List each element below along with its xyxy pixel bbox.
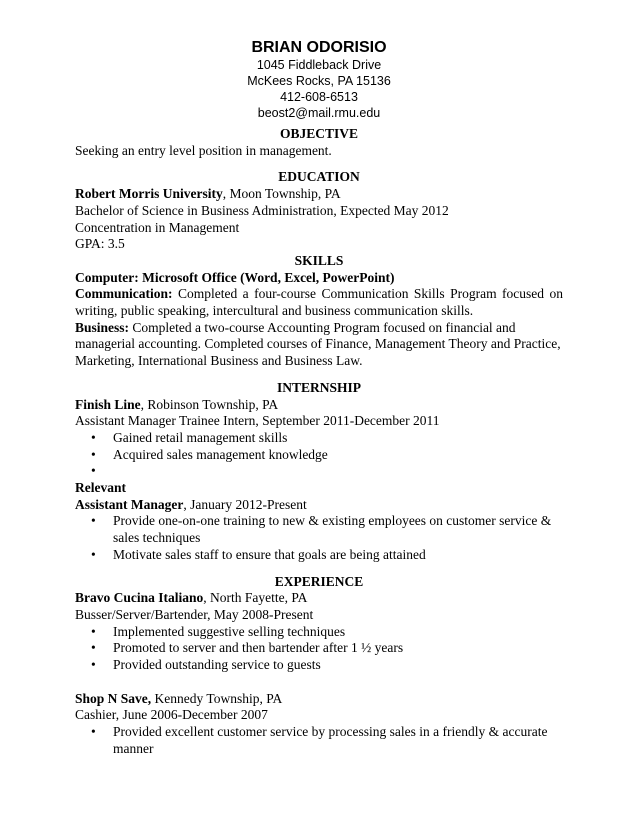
list-item: • Provided outstanding service to guests <box>75 657 563 674</box>
degree-line: Bachelor of Science in Business Administration, Expected May 2012 <box>75 202 449 218</box>
experience-heading: EXPERIENCE <box>274 573 364 589</box>
internship-heading: INTERNSHIP <box>276 379 362 395</box>
communication-label: Communication: <box>75 286 173 302</box>
concentration-line: Concentration in Management <box>75 219 240 235</box>
list-item: • Motivate sales staff to ensure that goals are being attained <box>75 547 563 564</box>
job1-location: , North Fayette, PA <box>203 590 308 606</box>
job1-company: Bravo Cucina Italiano <box>75 590 204 606</box>
list-item: • Provided excellent customer service by processing sales in a friendly & accurate manner <box>75 724 563 757</box>
email-address: beost2@mail.rmu.edu <box>257 106 381 120</box>
relevant-role-dates: , January 2012-Present <box>183 496 307 512</box>
phone-number: 412-608-6513 <box>280 90 358 104</box>
list-item: • Promoted to server and then bartender after 1 ½ years <box>75 640 563 657</box>
business-text: Completed a two-course Accounting Program focused on financial and managerial accounting. Completed courses of Finance, Management Theory and Practice, Marketing, International Business and Business Law. <box>75 319 561 369</box>
internship-company-line <box>75 397 563 414</box>
school-location: , Moon Township, PA <box>222 186 341 202</box>
address-line-2: McKees Rocks, PA 15136 <box>247 74 391 88</box>
education-heading: EDUCATION <box>278 169 360 185</box>
school-name: Robert Morris University <box>75 186 223 202</box>
relevant-bullet-list <box>75 513 563 563</box>
list-item <box>75 463 563 480</box>
list-item: • Gained retail management skills <box>75 430 563 447</box>
list-item: • Acquired sales management knowledge <box>75 447 563 464</box>
candidate-name: BRIAN ODORISIO <box>251 39 387 56</box>
skills-heading: SKILLS <box>294 252 344 268</box>
business-skills <box>75 320 563 370</box>
job1-title: Busser/Server/Bartender, May 2008-Present <box>75 606 314 622</box>
job2-title: Cashier, June 2006-December 2007 <box>75 707 268 723</box>
education-school-line <box>75 186 563 203</box>
internship-title: Assistant Manager Trainee Intern, September 2011-December 2011 <box>75 413 440 429</box>
job1-company-line <box>75 590 563 607</box>
objective-text: Seeking an entry level position in management. <box>75 142 332 158</box>
job2-bullet-list <box>75 724 563 757</box>
job2-company-line <box>75 691 563 708</box>
job1-bullet-list <box>75 624 563 674</box>
job2-company: Shop N Save, <box>75 690 152 706</box>
communication-text: Completed a four-course Communication Skills Program focused on writing, public speaking, intercultural and business communication skills. <box>75 286 563 319</box>
objective-heading: OBJECTIVE <box>279 126 359 141</box>
list-item: • Implemented suggestive selling techniques <box>75 624 563 641</box>
internship-company: Finish Line <box>75 396 141 412</box>
communication-skills <box>75 286 563 319</box>
relevant-role-line <box>75 497 563 514</box>
address-line-1: 1045 Fiddleback Drive <box>256 58 382 72</box>
relevant-label: Relevant <box>75 480 126 496</box>
list-item: • Provide one-on-one training to new & existing employees on customer service & sales techniques <box>75 513 563 546</box>
internship-bullet-list <box>75 430 563 480</box>
gpa-line: GPA: 3.5 <box>75 236 125 252</box>
business-label: Business: <box>75 319 130 335</box>
resume-body <box>75 126 563 758</box>
relevant-role: Assistant Manager <box>75 496 184 512</box>
job2-location: Kennedy Township, PA <box>151 690 283 706</box>
computer-skills: Computer: Microsoft Office (Word, Excel, PowerPoint) <box>75 269 395 285</box>
internship-location: , Robinson Township, PA <box>140 396 279 412</box>
